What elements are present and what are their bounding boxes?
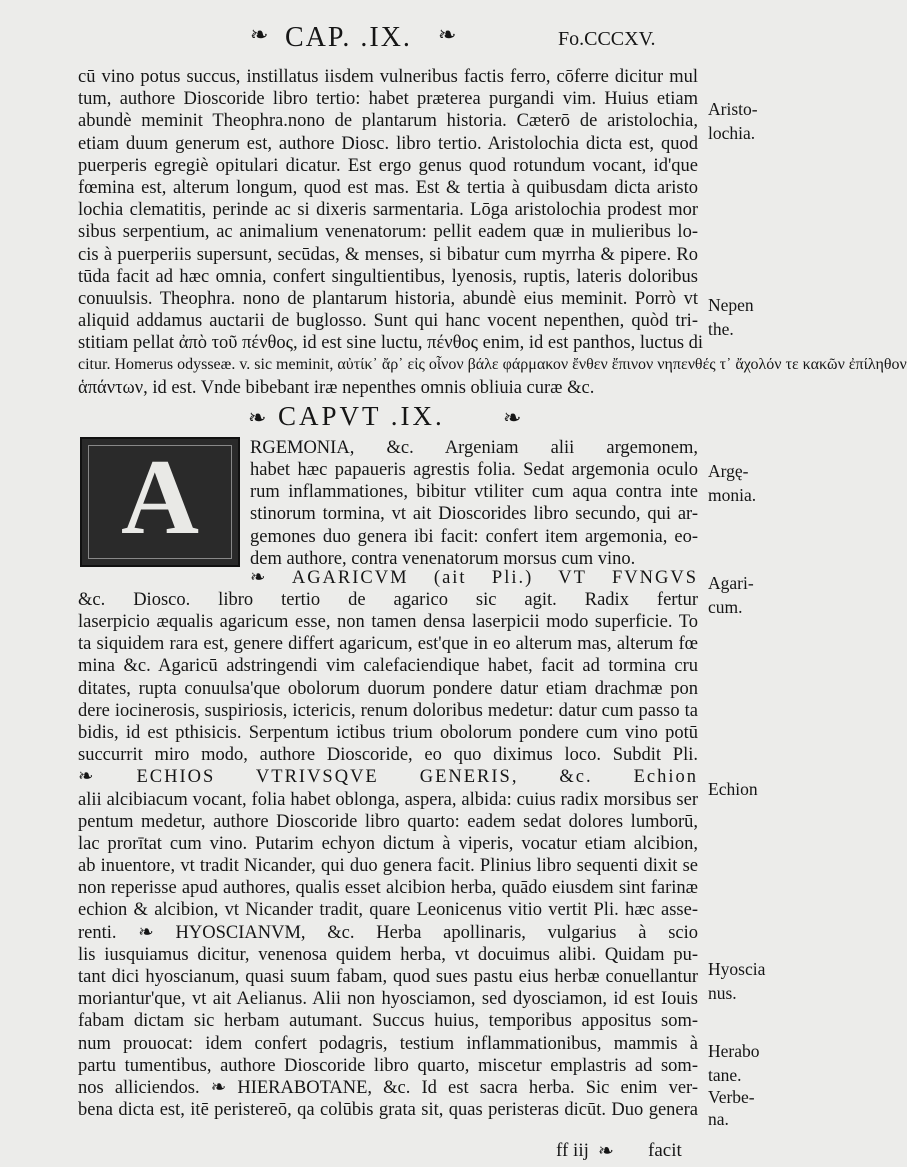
text-line: cū vino potus succus, instillatus iisdem vulneribus factis ferro, cōferre dicitur mul xyxy=(78,67,698,87)
text-line: conuulsis. Theophra. nono de plantarum historia, abundè eius meminit. Porrò vt xyxy=(78,288,698,309)
text-line: mina &c. Agaricū adstringendi vim calefaciendique habet, facit ad tormina cru xyxy=(78,656,698,677)
heading-ornament-left: ❧ xyxy=(248,404,267,430)
text-line: aliquid addamus auctarii de buglosso. Sunt qui hanc vocent nepenthen, quòd tri- xyxy=(78,311,698,332)
margin-note: Herabo xyxy=(708,1041,760,1061)
text-line: lochia clematitis, perinde ac si dixeris sarmentaria. Lōga aristolochia prodest mor xyxy=(78,200,698,221)
margin-note: Verbe- xyxy=(708,1087,755,1107)
footer-ornament: ❧ xyxy=(598,1141,614,1162)
text-line: cis à puerperiis supersunt, secūdas, & menses, si bibatur cum myrrha & pipere. Ro xyxy=(78,244,698,265)
header-ornament-right: ❧ xyxy=(438,22,457,47)
text-line: dere iocinerosis, suspiriosis, ictericis, renum doloribus medetur: datur cum passo ta xyxy=(78,700,698,721)
text-line: pentum medetur, authore Dioscoride libro quarto: eadem sedat dolores lumborū, xyxy=(78,811,698,832)
margin-note: monia. xyxy=(708,485,757,505)
text-line: non reperisse apud authores, qualis esset alcibion herba, quādo eiusdem sint farinæ xyxy=(78,878,698,899)
text-line: stitiam pellat ἀπὸ τοῦ πένθος, id est sine luctu, πένθος enim, id est panthos, luctus di xyxy=(78,333,704,354)
text-line: gemones duo genera ibi facit: confert item argemonia, eo- xyxy=(250,526,698,547)
decorated-initial xyxy=(80,437,240,567)
text-line: citur. Homerus odysseæ. v. sic meminit, αὐτίκ᾽ ἄρ᾽ εἰς οἶνον βάλε φάρμακον ἔνθεν ἔπινον νηπενθές τ᾽ ἄχολόν τε κακῶν ἐπίληθον xyxy=(78,356,907,374)
text-line: ditates, rupta conuulsa'que obolorum duorum pondere datur etiam drachmæ pon xyxy=(78,678,698,699)
text-beside-initial xyxy=(250,437,698,570)
page-footer xyxy=(78,1140,698,1166)
margin-note: cum. xyxy=(708,597,743,617)
margin-note: na. xyxy=(708,1109,729,1129)
text-line: bena dicta est, itē peristereō, qa colūbis grata sit, quas peristeras dicūt. Duo genera xyxy=(78,1100,698,1121)
margin-note: Nepen xyxy=(708,295,754,315)
text-line: nos alliciendos. ❧ HIERABOTANE, &c. Id est sacra herba. Sic enim ver- xyxy=(78,1077,698,1098)
text-line: echion & alcibion, vt Nicander tradit, quare Leonicenus vitio vertit Pli. hæc asse- xyxy=(78,900,698,921)
margin-note: Argę- xyxy=(708,461,749,481)
text-line: abundè meminit Theophra.nono de plantarum historia. Cæterō de aristolochia, xyxy=(78,111,698,132)
text-line: ἁπάντων, id est. Vnde bibebant iræ nepenthes omnis obliuia curæ &c. xyxy=(78,377,595,398)
margin-note: nus. xyxy=(708,983,737,1003)
text-line: succurrit miro modo, authore Dioscoride, eo quo diximus loco. Subdit Pli. xyxy=(78,745,698,766)
initial-letter: A xyxy=(121,437,199,557)
margin-note: tane. xyxy=(708,1065,742,1085)
text-line: ❧ ECHIOS VTRIVSQVE GENERIS, &c. Echion xyxy=(78,767,698,788)
text-line: moriantur'que, vt ait Aelianus. Alii non hyosciamon, sed dyosciamon, id est Iouis xyxy=(78,989,698,1010)
text-line: habet hæc papaueris agrestis folia. Sedat argemonia oculo xyxy=(250,460,698,480)
text-line: fabam dictam sic herbam autumant. Succus huius, temporibus appositus som- xyxy=(78,1011,698,1032)
folio-number: Fo.CCCXV. xyxy=(558,28,656,50)
text-line: fœmina est, alterum longum, quod est mas. Est & tertia à quibusdam dicta aristo xyxy=(78,177,698,198)
text-line: tant dici hyoscianum, quasi suum fabam, quod sues pastu eius herbæ conuellantur xyxy=(78,967,698,987)
text-line: renti. ❧ HYOSCIANVM, &c. Herba apollinaris, vulgarius à scio xyxy=(78,922,698,943)
text-line: tum, authore Dioscoride libro tertio: habet præterea purgandi vim. Huius etiam xyxy=(78,89,698,110)
text-line: etiam duum generum est, authore Diosc. libro tertio. Aristolochia dicta est, quod xyxy=(78,133,698,154)
text-line: dem authore, contra venenatorum morsus cum vino. xyxy=(250,548,636,569)
catchword: facit xyxy=(648,1140,682,1161)
margin-note: Echion xyxy=(708,779,758,799)
text-line: tūda facit ad hæc omnia, confert singultientibus, lyenosis, ruptis, lateris doloribus xyxy=(78,266,698,287)
text-line: stinorum tormina, vt ait Dioscorides libro secundo, qui ar- xyxy=(250,504,698,525)
margin-note: the. xyxy=(708,319,734,339)
text-line: rum inflammationes, bibitur vtiliter cum aqua contra inte xyxy=(250,482,698,503)
text-line: puerperis egregiè opitulari dicatur. Est ergo genus quod rotundum vocant, id'que xyxy=(78,155,698,176)
text-line: ab inuentore, vt tradit Nicander, qui duo genera facit. Plinius libro sequenti dixit se xyxy=(78,856,698,877)
header-ornament-left: ❧ xyxy=(250,22,269,47)
text-line: lac prorītat cum vino. Putarim echyon dictum à viperis, vocatur etiam alcibion, xyxy=(78,833,698,854)
margin-note: Aristo- xyxy=(708,99,758,119)
margin-note: lochia. xyxy=(708,123,756,143)
text-line: num prouocat: idem confert podagris, testium inflammationibus, mammis à xyxy=(78,1033,698,1054)
margin-note: Agari- xyxy=(708,573,754,593)
text-line: ta siquidem rara est, genere differt agaricum, est'que in eo alterum mas, alterum fœ xyxy=(78,634,698,655)
chapter-running-title: CAP. .IX. xyxy=(285,22,412,53)
heading-ornament-right: ❧ xyxy=(503,404,522,430)
chapter-heading: CAPVT .IX. xyxy=(278,400,445,431)
text-line: lis iusquiamus dicitur, venenosa quidem herba, vt docuimus alibi. Quidam pu- xyxy=(78,944,698,965)
chapter-heading-row xyxy=(78,399,698,437)
text-line: laserpicio æqualis agaricum esse, non tamen densa laserpicii modo superficie. To xyxy=(78,612,698,632)
text-line: bidis, id est pthisicis. Serpentum ictibus trium obolorum pondere cum vino potū xyxy=(78,722,698,743)
text-line: partu tumentibus, authore Dioscoride libro quarto, miscetur emplastris ad som- xyxy=(78,1055,698,1076)
text-line: sibus serpentium, ac animalium venenatorum: pellit eadem quæ in mulieribus lo- xyxy=(78,222,698,243)
margin-note: Hyoscia xyxy=(708,959,766,979)
dropcap-block xyxy=(78,437,698,571)
signature-mark: ff iij xyxy=(556,1140,589,1161)
text-line: ❧ AGARICVM (ait Pli.) VT FVNGVS xyxy=(250,567,698,588)
text-line: &c. Diosco. libro tertio de agarico sic agit. Radix fertur xyxy=(78,589,698,610)
text-line: alii alcibiacum vocant, folia habet oblonga, aspera, albida: cuius radix morsibus ser xyxy=(78,789,698,810)
text-line: RGEMONIA, &c. Argeniam alii argemonem, xyxy=(250,437,698,458)
top-paragraph xyxy=(78,66,907,399)
running-header xyxy=(0,22,800,56)
body-paragraphs xyxy=(78,571,698,1122)
